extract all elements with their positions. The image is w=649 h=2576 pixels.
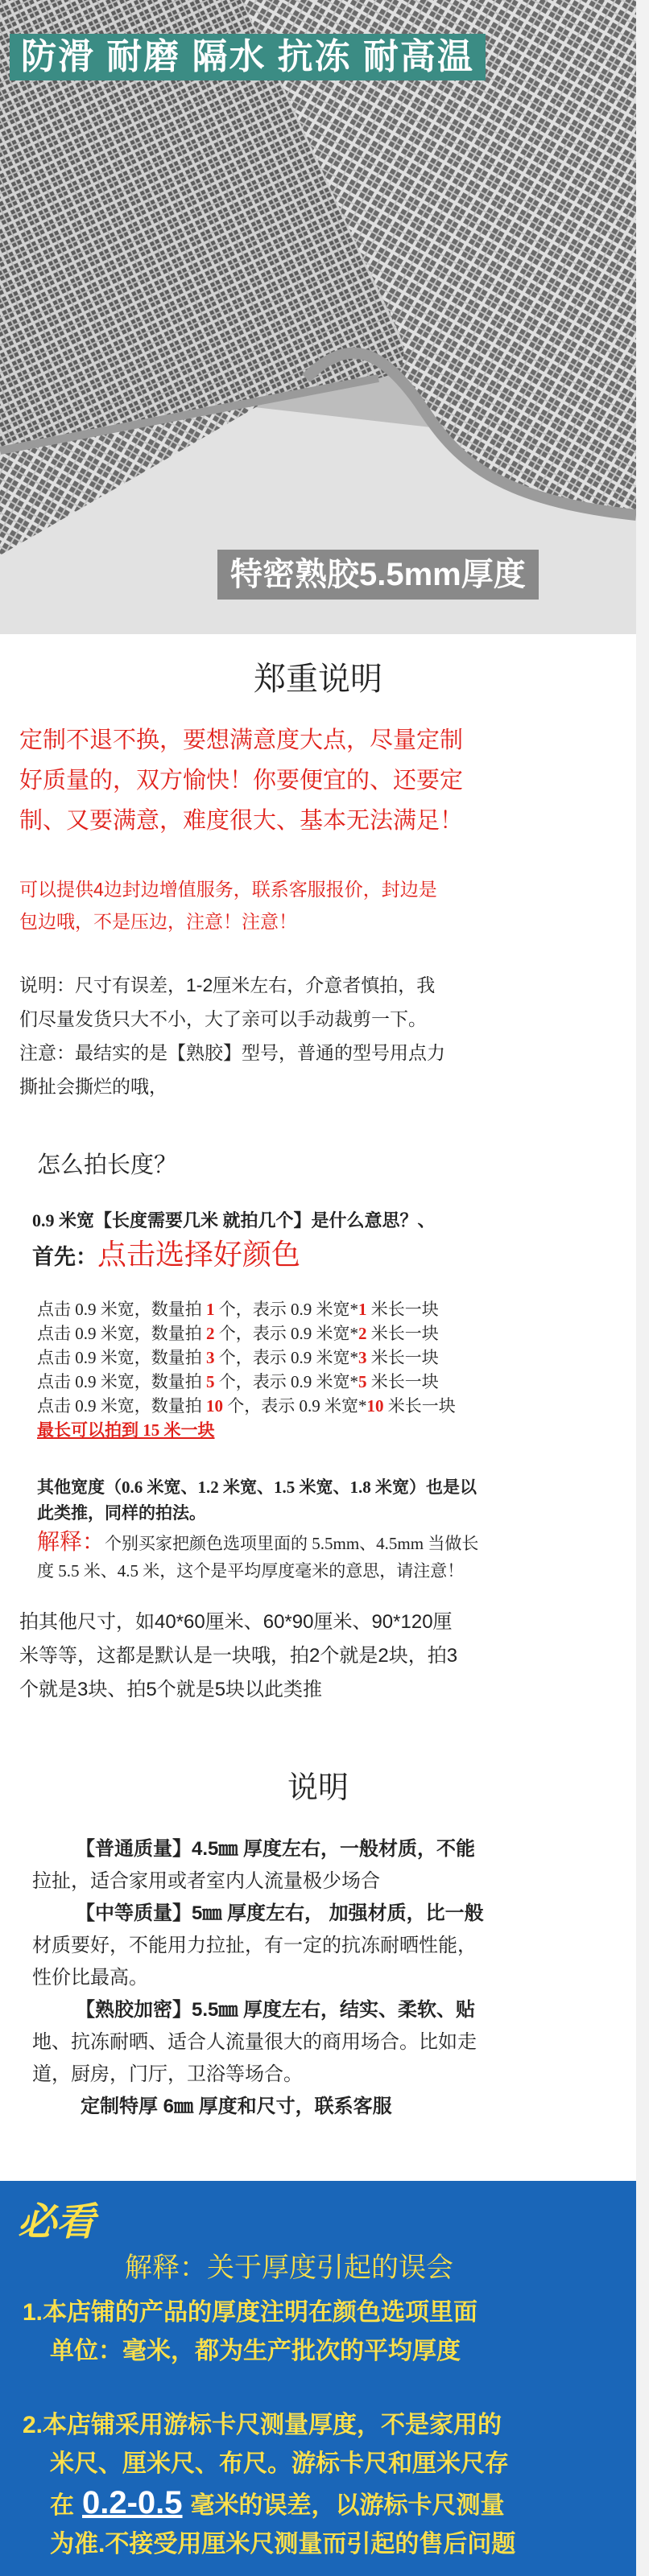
- length-row: 点击 0.9 米宽，数量拍 1 个，表示 0.9 米宽*1 米长一块: [37, 1300, 439, 1319]
- desc-line: 【普通质量】4.5㎜ 厚度左右，一般材质，不能: [76, 1838, 476, 1860]
- point-line: 为准.不接受用厘米尺测量而引起的售后问题: [50, 2531, 516, 2557]
- desc-line: 【熟胶加密】5.5㎜ 厚度左右，结实、柔软、贴: [76, 1999, 476, 2021]
- explain-text: 度 5.5 米、4.5 米，这个是平均厚度毫米的意思，请注意！: [37, 1561, 465, 1581]
- other-size-line: 个就是3块、拍5个就是5块以此类推: [19, 1679, 323, 1700]
- desc-line: 材质要好，不能用力拉扯，有一定的抗冻耐晒性能，: [32, 1935, 477, 1956]
- point-line: 单位：毫米，都为生产批次的平均厚度: [50, 2338, 461, 2364]
- desc-line: 性价比最高。: [32, 1967, 148, 1989]
- desc-line: 地、抗冻耐晒、适合人流量很大的商用场合。比如走: [32, 2031, 477, 2053]
- other-size-line: 拍其他尺寸，如40*60厘米、60*90厘米、90*120厘: [19, 1611, 453, 1633]
- length-row: 点击 0.9 米宽，数量拍 2 个，表示 0.9 米宽*2 米长一块: [37, 1324, 439, 1343]
- mat-texture-illustration: [0, 0, 636, 634]
- length-first: [32, 1235, 612, 1276]
- desc-title: 说明: [287, 1771, 349, 1805]
- product-hero-image: [0, 0, 636, 634]
- right-edge-strip: [636, 0, 649, 2576]
- notice-edge-service: [19, 873, 599, 938]
- first-red: 点击选择好颜色: [97, 1238, 301, 1271]
- hero-thickness-badge: 特密熟胶5.5mm厚度: [217, 550, 539, 600]
- desc-line: 道，厨房，门厅，卫浴等场合。: [32, 2063, 303, 2085]
- desc-block: [32, 1833, 596, 2123]
- hero-feature-banner: 防滑 耐磨 隔水 抗冻 耐高温: [10, 34, 486, 80]
- desc-line: 定制特厚 6㎜ 厚度和尺寸，联系客服: [81, 2096, 392, 2117]
- notice-red-block: [19, 720, 599, 841]
- length-row: 点击 0.9 米宽，数量拍 3 个，表示 0.9 米宽*3 米长一块: [37, 1348, 439, 1367]
- must-read-label: 必看: [18, 2201, 96, 2244]
- notice-red-line: 制、又要满意，难度很大、基本无法满足！: [19, 808, 464, 834]
- notice-title: 郑重说明: [254, 662, 382, 697]
- must-read-panel: [0, 2181, 636, 2576]
- other-size-note: [19, 1605, 599, 1707]
- must-point-2: [23, 2406, 635, 2564]
- explain-line: 撕扯会撕烂的哦，: [19, 1076, 167, 1097]
- notice-red-line: 好质量的，双方愉快！你要便宜的、还要定: [19, 768, 464, 793]
- length-other-widths: [37, 1474, 617, 1526]
- tolerance-number: 0.2-0.5: [82, 2485, 183, 2520]
- edge-line: 可以提供4边封边增值服务，联系客服报价，封边是: [19, 879, 437, 900]
- length-question: 0.9 米宽【长度需要几米 就拍几个】是什么意思？、: [32, 1210, 436, 1230]
- length-max: 最长可以拍到 15 米一块: [37, 1420, 215, 1440]
- length-title: 怎么拍长度？: [37, 1152, 178, 1178]
- must-read-subtitle: 解释：关于厚度引起的误会: [125, 2252, 453, 2283]
- explain-line: 说明：尺寸有误差，1-2厘米左右，介意者慎拍，我: [19, 975, 436, 995]
- point-line: 1.本店铺的产品的厚度注明在颜色选项里面: [23, 2299, 478, 2326]
- length-rows: [37, 1297, 617, 1442]
- point-line: 米尺、厘米尺、布尺。游标卡尺和厘米尺存: [50, 2450, 509, 2477]
- explain-text: 个别买家把颜色选项里面的 5.5mm、4.5mm 当做长: [105, 1534, 479, 1553]
- other-width-line: 其他宽度（0.6 米宽、1.2 米宽、1.5 米宽、1.8 米宽）也是以: [37, 1478, 477, 1497]
- first-label: 首先：: [32, 1245, 97, 1269]
- point-line: 在 0.2-0.5 毫米的误差，以游标卡尺测量: [50, 2485, 505, 2520]
- desc-line: 拉扯，适合家用或者室内人流量极少场合: [32, 1870, 380, 1892]
- length-explain: [37, 1529, 617, 1585]
- desc-line: 【中等质量】5㎜ 厚度左右， 加强材质，比一般: [76, 1902, 484, 1924]
- notice-explain: [19, 968, 599, 1103]
- length-row: 点击 0.9 米宽，数量拍 10 个，表示 0.9 米宽*10 米长一块: [37, 1396, 456, 1416]
- notice-red-line: 定制不退不换，要想满意度大点，尽量定制: [19, 727, 464, 753]
- must-point-1: [23, 2294, 635, 2371]
- other-size-line: 米等等，这都是默认是一块哦，拍2个就是2块，拍3: [19, 1645, 458, 1667]
- explain-line: 注意：最结实的是【熟胶】型号，普通的型号用点力: [19, 1042, 445, 1063]
- explain-label: 解释：: [37, 1530, 105, 1555]
- other-width-line: 此类推，同样的拍法。: [37, 1503, 206, 1523]
- explain-line: 们尽量发货只大不小，大了亲可以手动裁剪一下。: [19, 1008, 427, 1029]
- length-row: 点击 0.9 米宽，数量拍 5 个，表示 0.9 米宽*5 米长一块: [37, 1372, 439, 1391]
- edge-line: 包边哦，不是压边，注意！注意！: [19, 911, 297, 932]
- point-line: 2.本店铺采用游标卡尺测量厚度，不是家用的: [23, 2412, 502, 2438]
